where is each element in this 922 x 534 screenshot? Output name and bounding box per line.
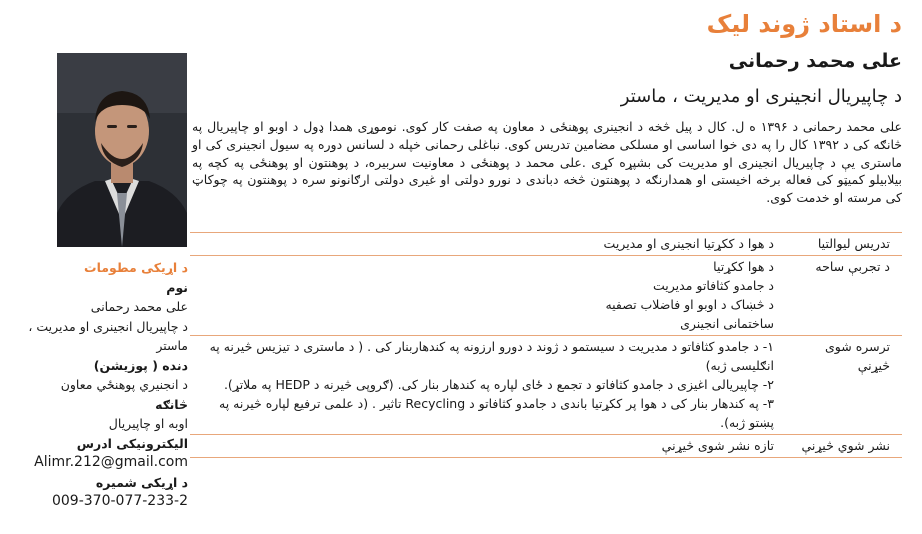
biography-paragraph: علی محمد رحمانی د ۱۳۹۶ ه ل. کال د پیل څخه د انجینری پوهنځی د معاون په صفت کار کوی. نوموړی همدا ډول د اوبو او چاپیریال په څانګه کی د ۱۳۹۲ کال را په دی خوا اساسی او مسلکی مضامین تدریس کوی. نباغلی رحمانی خپله د لسانس دوره په سیول انجینری کی او ماستری یې د چاپیریال انجینری او مدیریت کی بشپړه کړی .علی محمد د پوهنځی د معاونیت سربیره، د پوهنتون او پوهنځی په کچه په بیلابیلو کمیټو کی فعاله برخه اخیستی او همدارنګه د پوهنتون څخه دباندی د نورو دولتی او غیری دولتی ارګانونو سره د پوهنتون په چوکاټ کی مرسته او خدمت کوی. <box>192 119 902 206</box>
row-label: تدریس لیوالتیا <box>817 236 890 251</box>
department-label: څانګه <box>155 396 188 412</box>
row-value-line: ۲- چاپیریالی اغیزی د جامدو کثافاتو د تجمع د ځای لپاره په کندهار بنار کی. (ګروپی څیرنه د HEDP په ملاتړ). <box>223 377 774 392</box>
position-value: د انجنیري پوهنځي معاون <box>60 377 188 392</box>
person-degree: د چاپیریال انجینری او مدیریت ، ماستر <box>620 86 902 107</box>
table-row-experience <box>190 256 902 336</box>
row-value-line: د جامدو کثافاتو مدیریت <box>653 278 774 293</box>
row-label: ترسره شوی څیړنې <box>825 339 890 373</box>
row-value-line: ۱- د جامدو کثافاتو د مدیریت د سیستمو د ژوند د دورو ارزونه په کندهاربنار کی . ( د ماستری د تیزیس څیرنه په انګلیسی ژبه) <box>209 339 774 373</box>
phone-label: د اړیکی شمیره <box>95 474 188 490</box>
contact-heading: د اړیکی مطومات <box>84 260 188 275</box>
department-value: اوبه او چاپیریال <box>108 416 188 431</box>
row-value-line: د هوا د ککړتیا انجینری او مدیریت <box>603 236 774 251</box>
position-label: دنده ( پوزیشن) <box>93 357 188 373</box>
row-value-line: تازه نشر شوی څیړنې <box>661 438 774 453</box>
page-title: د استاد ژوند لیک <box>706 10 902 38</box>
name-label: نوم <box>166 279 188 295</box>
row-label: د تجربې ساحه <box>815 259 890 274</box>
row-value-line: د هوا ککړتیا <box>713 259 774 274</box>
info-table <box>190 232 902 458</box>
row-value-line: ساختمانی انجینری <box>680 316 774 331</box>
email-value[interactable]: Alimr.212@gmail.com <box>34 454 188 470</box>
row-value <box>190 256 788 336</box>
row-value-line: د څښاک د اوبو او فاضلاب تصفیه <box>605 297 774 312</box>
profile-photo <box>57 53 187 247</box>
contact-info <box>8 258 188 512</box>
degree-value: د چاپیریال انجینری او مدیریت ، ماستر <box>28 318 188 353</box>
row-label: نشر شوي څیړنې <box>801 438 890 453</box>
table-row-publications <box>190 435 902 458</box>
row-value-line: ۳- په کندهار بنار کی د هوا پر ککړتیا باندی د جامدو کثافاتو د Recycling تاثیر . (د علمی ترفیع لپاره څیرنه په پښتو ژبه). <box>219 396 774 430</box>
person-name: علی محمد رحمانی <box>728 50 902 72</box>
table-row-teaching-interest <box>190 233 902 256</box>
row-value <box>190 336 788 435</box>
row-value <box>190 233 788 256</box>
email-label: الیکترونیکی ادرس <box>76 435 188 451</box>
row-value <box>190 435 788 458</box>
person-portrait-icon <box>57 53 187 247</box>
phone-value: 009-370-077-233-2 <box>51 493 188 509</box>
table-row-research <box>190 336 902 435</box>
name-value: علی محمد رحمانی <box>90 299 188 314</box>
